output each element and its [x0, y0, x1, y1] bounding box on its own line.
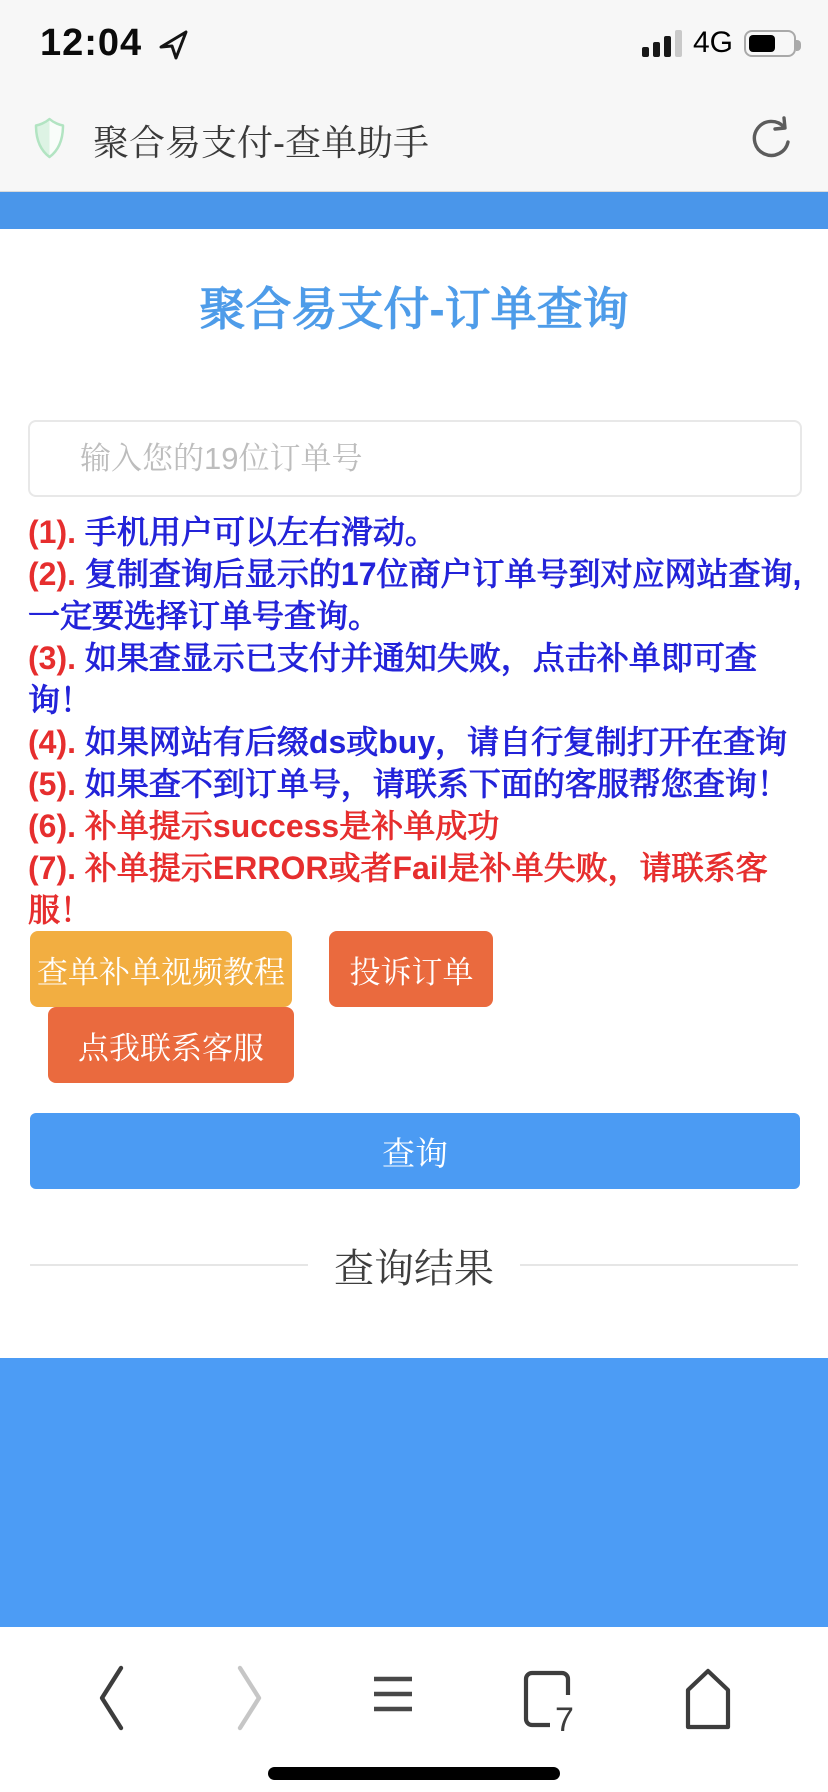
tab-count: 7 [554, 1701, 574, 1733]
divider-line [30, 1264, 308, 1266]
network-type: 4G [692, 26, 733, 59]
contact-support-button[interactable]: 点我联系客服 [48, 1007, 294, 1083]
page-content [0, 284, 828, 1710]
home-icon[interactable] [684, 1661, 732, 1792]
instruction-line: (3). 如果查显示已支付并通知失败，点击补单即可查询！ [28, 640, 757, 718]
order-query-heading: 聚合易支付-订单查询 [199, 283, 629, 335]
refresh-icon[interactable] [748, 115, 794, 166]
video-tutorial-button[interactable]: 查单补单视频教程 [30, 931, 292, 1007]
browser-address-bar[interactable] [0, 90, 828, 192]
security-shield-icon [34, 117, 65, 164]
instruction-list [28, 511, 804, 931]
location-arrow-icon [158, 28, 190, 67]
action-buttons [30, 931, 828, 1083]
battery-icon [744, 30, 796, 57]
clock: 12:04 [40, 22, 143, 64]
complaint-order-button[interactable]: 投诉订单 [329, 931, 493, 1007]
home-indicator[interactable] [268, 1767, 560, 1780]
query-button[interactable]: 查询 [30, 1113, 800, 1189]
instruction-line: (7). 补单提示ERROR或者Fail是补单失败，请联系客服！ [28, 850, 768, 928]
instruction-line: (4). 如果网站有后缀ds或buy，请自行复制打开在查询 [28, 724, 788, 760]
page-title-text: 聚合易支付-查单助手 [93, 122, 429, 163]
instruction-line: (2). 复制查询后显示的17位商户订单号到对应网站查询,一定要选择订单号查询。 [28, 556, 802, 634]
page-header-bar [0, 192, 828, 229]
result-heading-label: 查询结果 [334, 1246, 494, 1291]
divider-line [520, 1264, 798, 1266]
order-number-input[interactable] [28, 420, 802, 497]
status-bar [0, 0, 828, 90]
instruction-line: (6). 补单提示success是补单成功 [28, 808, 500, 844]
instruction-line: (1). 手机用户可以左右滑动。 [28, 514, 437, 550]
forward-icon[interactable] [235, 1661, 265, 1792]
result-section-heading [30, 1241, 798, 1289]
status-indicators [642, 26, 796, 60]
signal-strength-icon [642, 29, 682, 57]
instruction-line: (5). 如果查不到订单号，请联系下面的客服帮您查询！ [28, 766, 789, 802]
back-icon[interactable] [96, 1661, 126, 1792]
